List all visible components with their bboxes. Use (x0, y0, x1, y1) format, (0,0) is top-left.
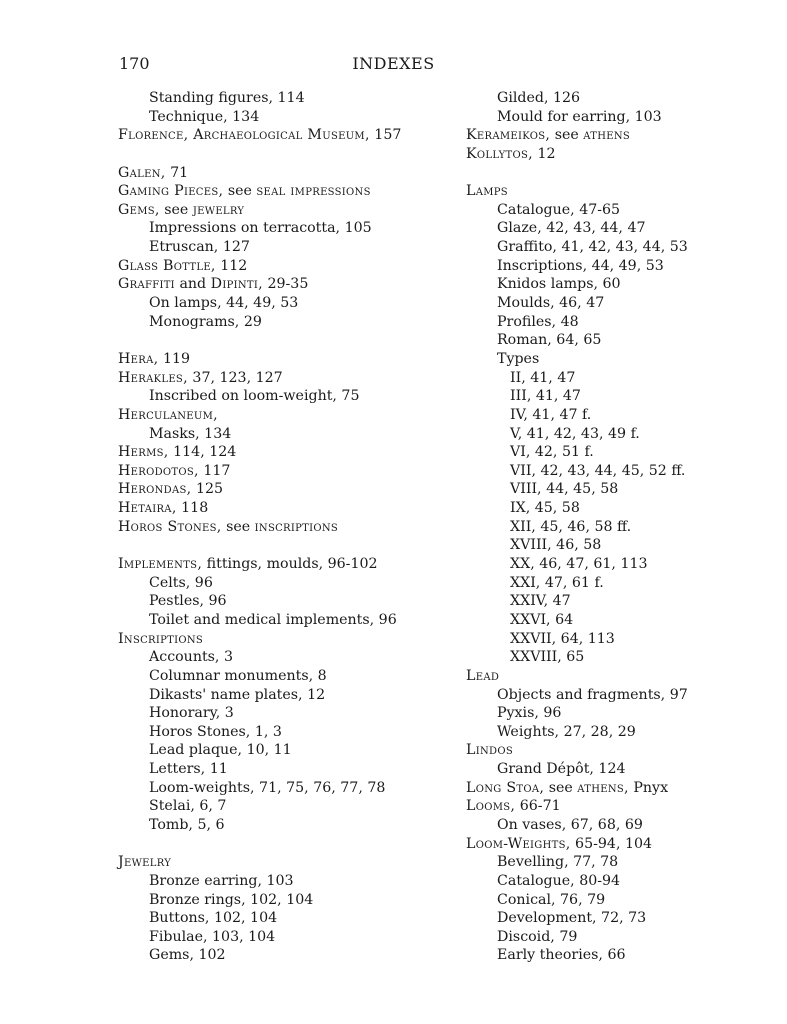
index-subentry (466, 630, 766, 649)
entry-text: Standing figures, 114 (149, 90, 305, 106)
entry-text: IX, 45, 58 (510, 500, 580, 517)
index-heading (118, 275, 458, 294)
index-subentry (466, 928, 766, 947)
entry-text: Pnyx (628, 779, 669, 796)
entry-text: Toilet and medical implements, 96 (149, 611, 397, 628)
index-subentry (118, 219, 458, 238)
index-subentry (118, 387, 458, 406)
index-subentry (466, 108, 766, 127)
index-subentry (466, 648, 766, 667)
entry-text: V, 41, 42, 43, 49 f. (510, 425, 640, 442)
index-subentry (466, 760, 766, 779)
index-subentry (118, 891, 458, 910)
entry-text: see (159, 201, 193, 218)
heading-term: Glass Bottle, (118, 257, 216, 274)
heading-term: Looms, (466, 798, 516, 815)
index-heading (466, 126, 766, 145)
heading-term: Horos Stones, (118, 518, 222, 535)
index-subentry (118, 928, 458, 947)
entry-text: Grand Dépôt, 124 (497, 761, 626, 778)
index-heading (118, 853, 458, 872)
entry-text: XXVII, 64, 113 (510, 630, 615, 647)
entry-text: Gilded, 126 (497, 90, 581, 106)
index-subentry (466, 723, 766, 742)
entry-text: fittings, moulds, 96-102 (202, 556, 378, 573)
index-subentry (466, 480, 766, 499)
heading-term: Lamps (466, 183, 508, 200)
index-heading (118, 462, 458, 481)
index-heading (118, 369, 458, 388)
entry-text: Mould for earring, 103 (497, 108, 662, 125)
entry-text: 112 (215, 257, 248, 274)
entry-text: Moulds, 46, 47 (497, 295, 605, 312)
heading-term: Lead (466, 667, 500, 684)
heading-term: Herms, (118, 444, 169, 461)
entry-text: VII, 42, 43, 44, 45, 52 ff. (510, 462, 686, 479)
index-subentry (118, 872, 458, 891)
entry-text: XXVI, 64 (510, 611, 574, 628)
index-heading (466, 182, 766, 201)
index-subentry (118, 779, 458, 798)
entry-text: and (174, 276, 211, 293)
heading-term: Inscriptions (118, 630, 204, 647)
index-subentry (466, 462, 766, 481)
entry-text: VI, 42, 51 f. (510, 444, 594, 461)
entry-text: Weights, 27, 28, 29 (497, 723, 636, 740)
index-subentry (118, 797, 458, 816)
heading-term: Lindos (466, 742, 513, 759)
entry-text: Buttons, 102, 104 (149, 910, 278, 927)
entry-text: Masks, 134 (149, 425, 232, 442)
running-head: INDEXES (352, 54, 435, 73)
entry-text: III, 41, 47 (510, 388, 581, 405)
index-heading (118, 257, 458, 276)
entry-text: Conical, 76, 79 (497, 891, 606, 908)
entry-text: Bronze rings, 102, 104 (149, 891, 314, 908)
entry-text: Stelai, 6, 7 (149, 798, 227, 815)
entry-text: 118 (176, 500, 209, 517)
index-subentry (466, 443, 766, 462)
entry-text: Columnar monuments, 8 (149, 667, 327, 684)
entry-text: 117 (198, 462, 231, 479)
index-subentry (118, 592, 458, 611)
index-subentry (118, 760, 458, 779)
entry-text: On vases, 67, 68, 69 (497, 816, 643, 833)
index-subentry (118, 425, 458, 444)
index-subentry (466, 555, 766, 574)
index-subentry (466, 946, 766, 965)
entry-text: Horos Stones, 1, 3 (149, 723, 282, 740)
entry-text: 157 (369, 127, 402, 144)
entry-text: Technique, 134 (149, 108, 260, 125)
index-heading (118, 201, 458, 220)
cross-reference: seal impressions (256, 183, 371, 200)
entry-text: 71 (165, 164, 189, 181)
index-subentry (118, 574, 458, 593)
entry-text: XXIV, 47 (510, 593, 571, 610)
entry-text: Honorary, 3 (149, 705, 234, 722)
index-subentry (466, 872, 766, 891)
entry-text: On lamps, 44, 49, 53 (149, 295, 299, 312)
index-subentry (466, 611, 766, 630)
entry-text: Objects and fragments, 97 (497, 686, 688, 703)
entry-spacer (466, 164, 766, 183)
entry-text: XII, 45, 46, 58 ff. (510, 518, 632, 535)
index-subentry (466, 592, 766, 611)
entry-text: see (550, 127, 584, 144)
index-subentry (466, 201, 766, 220)
index-heading (118, 555, 458, 574)
index-subentry (466, 369, 766, 388)
index-subentry (466, 257, 766, 276)
entry-text: XX, 46, 47, 61, 113 (510, 556, 648, 573)
index-subentry (466, 816, 766, 835)
heading-term: Galen, (118, 164, 166, 181)
index-heading (118, 499, 458, 518)
entry-text: IV, 41, 47 f. (510, 406, 592, 423)
heading-term: Florence, Archaeological Museum, (118, 127, 370, 144)
index-subentry (466, 89, 766, 108)
entry-text: 29-35 (262, 276, 309, 293)
index-subentry (466, 219, 766, 238)
entry-text: XVIII, 46, 58 (510, 537, 602, 554)
index-subentry (118, 648, 458, 667)
entry-text: Monograms, 29 (149, 313, 262, 330)
index-heading (118, 443, 458, 462)
heading-term: Gems, (118, 201, 160, 218)
index-subentry (466, 536, 766, 555)
index-subentry (466, 574, 766, 593)
entry-text: Etruscan, 127 (149, 239, 250, 256)
heading-term: Loom-Weights, (466, 835, 571, 852)
entry-spacer (118, 536, 458, 555)
index-heading (118, 182, 458, 201)
index-subentry (466, 406, 766, 425)
cross-reference: inscriptions (254, 518, 339, 535)
entry-text: 37, 123, 127 (187, 369, 283, 386)
entry-text: 119 (158, 350, 191, 367)
index-subentry (118, 238, 458, 257)
entry-text: Graffito, 41, 42, 43, 44, 53 (497, 239, 688, 256)
cross-reference: jewelry (192, 201, 245, 218)
index-subentry (118, 816, 458, 835)
index-subentry (118, 611, 458, 630)
entry-text: Inscriptions, 44, 49, 53 (497, 257, 664, 274)
entry-text: Early theories, 66 (497, 947, 626, 964)
index-heading (118, 126, 458, 145)
entry-text: Tomb, 5, 6 (149, 816, 225, 833)
entry-text: Letters, 11 (149, 761, 228, 778)
entry-text: Bevelling, 77, 78 (497, 854, 619, 871)
entry-text: see (221, 518, 255, 535)
index-subentry (466, 294, 766, 313)
entry-text: Glaze, 42, 43, 44, 47 (497, 220, 646, 237)
index-subentry (118, 667, 458, 686)
index-subentry (466, 350, 766, 369)
cross-reference: athens (583, 127, 631, 144)
index-subentry (118, 108, 458, 127)
entry-text: II, 41, 47 (510, 369, 576, 386)
cross-reference: athens, (577, 779, 629, 796)
entry-text: Knidos lamps, 60 (497, 276, 621, 293)
index-subentry (466, 238, 766, 257)
index-heading (466, 797, 766, 816)
index-subentry (466, 425, 766, 444)
entry-text: XXVIII, 65 (510, 649, 585, 666)
entry-spacer (118, 331, 458, 350)
index-heading (466, 741, 766, 760)
entry-text: see (544, 779, 578, 796)
heading-term: Implements, (118, 556, 203, 573)
index-subentry (466, 909, 766, 928)
entry-text: Accounts, 3 (149, 649, 233, 666)
index-subentry (466, 891, 766, 910)
entry-text: 12 (532, 145, 556, 162)
index-subentry (466, 387, 766, 406)
entry-text: Types (497, 350, 540, 367)
index-heading (466, 667, 766, 686)
index-subentry (466, 499, 766, 518)
index-subentry (118, 946, 458, 965)
heading-term: Gaming Pieces, (118, 183, 224, 200)
index-subentry (118, 723, 458, 742)
index-column-right (466, 89, 766, 965)
entry-spacer (118, 145, 458, 164)
index-subentry (118, 294, 458, 313)
heading-term: Herakles, (118, 369, 188, 386)
index-subentry (466, 313, 766, 332)
index-heading (118, 518, 458, 537)
entry-text: Catalogue, 47-65 (497, 201, 621, 218)
entry-text: XXI, 47, 61 f. (510, 574, 604, 591)
entry-text: 65-94, 104 (570, 835, 653, 852)
index-subentry (118, 909, 458, 928)
entry-spacer (118, 835, 458, 854)
entry-text: Impressions on terracotta, 105 (149, 220, 372, 237)
index-subentry (466, 331, 766, 350)
entry-text: 66-71 (515, 798, 561, 815)
index-subentry (466, 686, 766, 705)
index-subentry (466, 275, 766, 294)
entry-text: Inscribed on loom-weight, 75 (149, 388, 360, 405)
entry-text: see (223, 183, 257, 200)
heading-term: Jewelry (118, 854, 172, 871)
entry-text: 125 (191, 481, 224, 498)
entry-text: Dikasts' name plates, 12 (149, 686, 326, 703)
index-subentry (466, 704, 766, 723)
index-heading (466, 779, 766, 798)
index-subentry (118, 313, 458, 332)
entry-text: Profiles, 48 (497, 313, 579, 330)
index-subentry (118, 686, 458, 705)
index-heading (118, 480, 458, 499)
heading-term: Kollytos, (466, 145, 533, 162)
entry-text: Fibulae, 103, 104 (149, 928, 276, 945)
entry-text: VIII, 44, 45, 58 (510, 481, 619, 498)
index-heading (118, 350, 458, 369)
heading-term: Long Stoa, (466, 779, 545, 796)
heading-term: Hera, (118, 350, 159, 367)
index-heading (118, 406, 458, 425)
entry-text: Pestles, 96 (149, 593, 227, 610)
index-subentry (466, 853, 766, 872)
entry-text: Catalogue, 80-94 (497, 872, 621, 889)
heading-term: Kerameikos, (466, 127, 551, 144)
index-heading (118, 630, 458, 649)
index-heading (118, 164, 458, 183)
heading-term: Herculaneum, (118, 406, 218, 423)
entry-text: 114, 124 (168, 444, 237, 461)
index-subentry (118, 741, 458, 760)
index-subentry (118, 89, 458, 108)
page-number: 170 (119, 54, 150, 73)
index-subentry (118, 704, 458, 723)
heading-term: Hetaira, (118, 500, 177, 517)
entry-text: Pyxis, 96 (497, 705, 562, 722)
entry-text: Roman, 64, 65 (497, 332, 602, 349)
index-column-left (118, 89, 458, 965)
heading-term: Graffiti (118, 276, 175, 293)
entry-text: Bronze earring, 103 (149, 872, 294, 889)
entry-text: Gems, 102 (149, 947, 226, 964)
entry-text: Discoid, 79 (497, 928, 578, 945)
entry-text: Development, 72, 73 (497, 910, 647, 927)
cross-reference: Dipinti, (210, 276, 263, 293)
index-heading (466, 835, 766, 854)
entry-text: Celts, 96 (149, 574, 213, 591)
heading-term: Herodotos, (118, 462, 199, 479)
heading-term: Herondas, (118, 481, 192, 498)
index-subentry (466, 518, 766, 537)
entry-text: Loom-weights, 71, 75, 76, 77, 78 (149, 779, 386, 796)
index-heading (466, 145, 766, 164)
entry-text: Lead plaque, 10, 11 (149, 742, 292, 759)
